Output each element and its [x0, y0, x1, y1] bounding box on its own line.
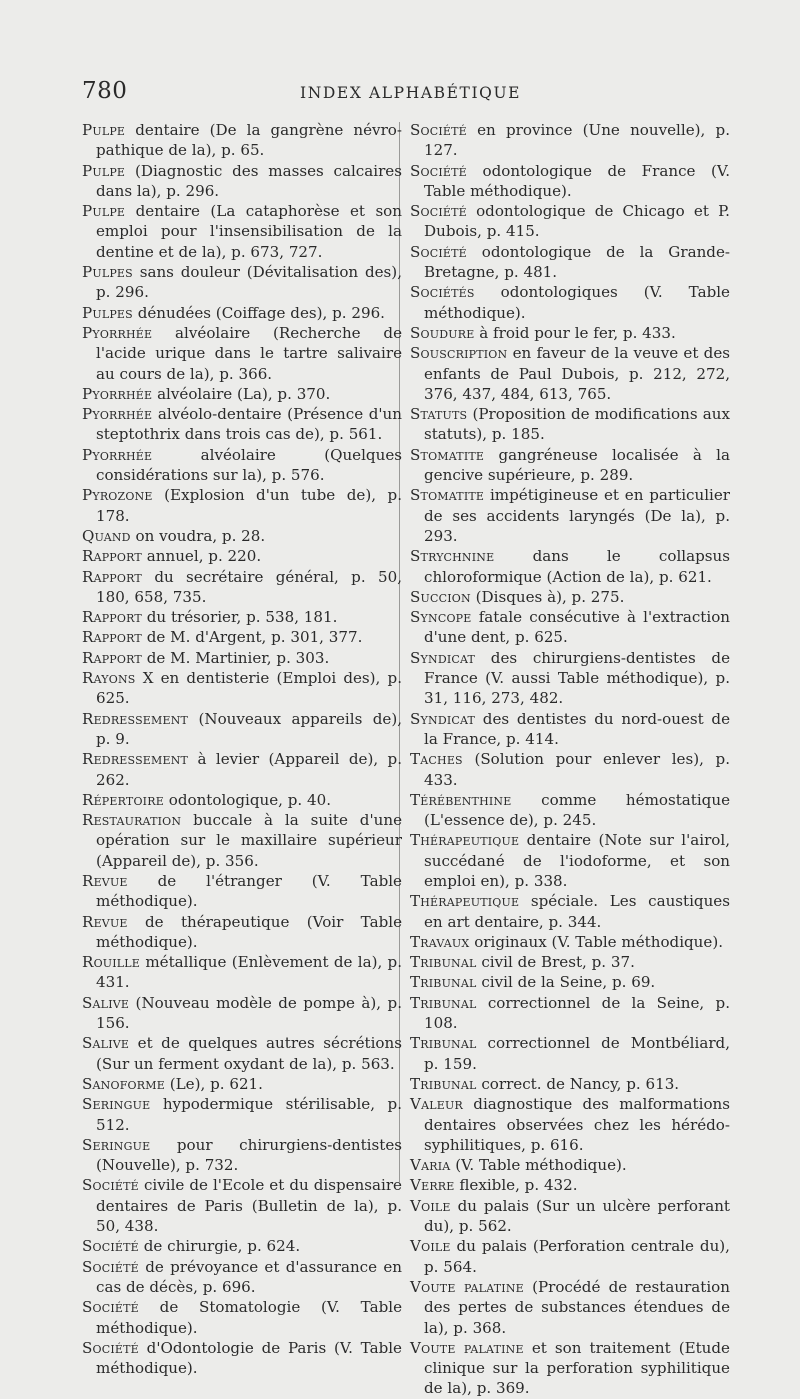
entry-text: d'Odontologie de Paris (V. Table méthodique).: [96, 1338, 402, 1378]
entry-headword: Restauration: [82, 811, 182, 830]
entry-text: à froid pour le fer, p. 433.: [474, 323, 676, 342]
index-entry: [82, 526, 402, 546]
entry-headword: Térébenthine: [410, 790, 512, 809]
right-column: [410, 120, 730, 1399]
index-entry: [82, 810, 402, 871]
index-entry: [410, 323, 730, 343]
entry-text: du palais (Sur un ulcère perforant du), p. 562.: [424, 1196, 730, 1236]
entry-text: (V. Table méthodique).: [450, 1156, 627, 1175]
index-entry: [82, 1175, 402, 1236]
index-entry: [410, 1338, 730, 1399]
entry-headword: Rapport: [82, 648, 142, 667]
entry-text: flexible, p. 432.: [454, 1176, 578, 1195]
index-entry: [82, 1094, 402, 1135]
entry-headword: Strychnine: [410, 547, 495, 566]
entry-headword: Tribunal: [410, 953, 477, 972]
entry-text: odontologique de Chicago et P. Dubois, p. 415.: [424, 202, 730, 241]
entry-text: en province (Une nouvelle), p. 127.: [424, 121, 730, 160]
entry-headword: Travaux: [410, 932, 470, 951]
entry-headword: Redressement: [82, 709, 189, 728]
entry-headword: Succion: [410, 587, 471, 606]
entry-headword: Société: [410, 242, 467, 261]
index-entry: [82, 1033, 402, 1074]
entry-text: impétigineuse et en particulier de ses accidents laryngés (De la), p. 293.: [424, 486, 730, 545]
entry-text: de M. Martinier, p. 303.: [141, 648, 330, 667]
entry-text: odontologiques (V. Table méthodique).: [424, 283, 730, 322]
entry-headword: Société: [82, 1176, 139, 1195]
entry-text: correctionnel de Montbéliard, p. 159.: [424, 1034, 730, 1073]
entry-headword: Pulpe: [82, 202, 126, 221]
entry-headword: Verre: [410, 1176, 455, 1195]
index-entry: [410, 790, 730, 831]
index-entry: [410, 587, 730, 607]
entry-headword: Pulpe: [82, 161, 126, 180]
index-entry: [410, 709, 730, 750]
entry-headword: Valeur: [410, 1095, 463, 1114]
entry-text: dénudées (Coiffage des), p. 296.: [132, 303, 385, 322]
index-entry: [82, 607, 402, 627]
index-entry: [410, 445, 730, 486]
index-entry: [82, 404, 402, 445]
index-entry: [410, 891, 730, 932]
index-entry: [410, 1175, 730, 1195]
entry-text: correct. de Nancy, p. 613.: [476, 1074, 680, 1093]
entry-text: civil de la Seine, p. 69.: [476, 973, 656, 992]
entry-text: de M. d'Argent, p. 301, 377.: [141, 628, 363, 647]
entry-text: civil de Brest, p. 37.: [476, 953, 635, 972]
entry-headword: Rapport: [82, 547, 142, 566]
index-entry: [82, 445, 402, 486]
running-head: INDEX ALPHABÉTIQUE: [300, 84, 522, 102]
index-entry: [410, 282, 730, 323]
entry-headword: Pyorrhée: [82, 384, 153, 403]
entry-text: annuel, p. 220.: [141, 547, 262, 566]
entry-text: spéciale. Les caustiques en art dentaire, p. 344.: [424, 892, 730, 931]
entry-text: (Le), p. 621.: [164, 1074, 263, 1093]
entry-headword: Rayons: [82, 669, 136, 688]
index-entry: [410, 1277, 730, 1338]
index-entry: [82, 648, 402, 668]
entry-headword: Sanoforme: [82, 1074, 165, 1093]
entry-headword: Répertoire: [82, 790, 164, 809]
index-entry: [410, 1236, 730, 1277]
entry-headword: Taches: [410, 750, 463, 769]
index-entry: [82, 384, 402, 404]
entry-text: alvéolaire (Quelques considérations sur la), p. 576.: [96, 445, 402, 485]
index-entry: [410, 161, 730, 202]
entry-text: et de quelques autres sécrétions (Sur un ferment oxydant de la), p. 563.: [96, 1034, 402, 1073]
entry-text: de prévoyance et d'assurance en cas de décès, p. 696.: [96, 1257, 402, 1296]
index-entry: [410, 1094, 730, 1155]
entry-text: alvéolaire (Recherche de l'acide urique dans le tartre salivaire au cours de la), p. 366.: [96, 323, 402, 383]
index-entry: [82, 952, 402, 993]
index-entry: [410, 749, 730, 790]
entry-text: (Procédé de restauration des pertes de substances étendues de la), p. 368.: [424, 1277, 730, 1337]
entry-text: originaux (V. Table méthodique).: [469, 932, 724, 951]
entry-headword: Seringue: [82, 1135, 151, 1154]
entry-headword: Pyorrhée: [82, 445, 153, 464]
entry-headword: Pulpes: [82, 303, 133, 322]
index-entry: [82, 161, 402, 202]
entry-text: comme hémostatique (L'essence de), p. 245.: [424, 790, 730, 830]
entry-headword: Soudure: [410, 323, 475, 342]
entry-text: (Solution pour enlever les), p. 433.: [424, 750, 730, 789]
index-entry: [82, 709, 402, 750]
index-entry: [410, 1074, 730, 1094]
entry-text: à levier (Appareil de), p. 262.: [96, 750, 402, 789]
entry-text: et son traitement (Etude clinique sur la perforation syphilitique de la), p. 369.: [424, 1338, 730, 1398]
index-entry: [410, 546, 730, 587]
entry-text: métallique (Enlèvement de la), p. 431.: [96, 953, 402, 992]
index-entry: [82, 912, 402, 953]
entry-headword: Société: [82, 1298, 139, 1317]
index-entry: [82, 1236, 402, 1256]
entry-text: odontologique de la Grande-Bretagne, p. 481.: [424, 242, 730, 282]
entry-text: gangréneuse localisée à la gencive supérieure, p. 289.: [424, 445, 730, 485]
entry-headword: Pyorrhée: [82, 323, 153, 342]
index-entry: [82, 485, 402, 526]
index-entry: [410, 1155, 730, 1175]
entry-text: civile de l'Ecole et du dispensaire dentaires de Paris (Bulletin de la), p. 50, 438.: [96, 1176, 402, 1236]
index-entry: [410, 607, 730, 648]
entry-headword: Pulpes: [82, 263, 133, 282]
entry-text: hypodermique stérilisable, p. 512.: [96, 1095, 402, 1134]
entry-headword: Quand: [82, 526, 131, 545]
entry-headword: Stomatite: [410, 486, 485, 505]
entry-headword: Société: [82, 1338, 139, 1357]
entry-headword: Seringue: [82, 1095, 151, 1114]
index-entry: [82, 303, 402, 323]
entry-text: alvéolaire (La), p. 370.: [152, 384, 331, 403]
entry-headword: Rapport: [82, 608, 142, 627]
index-entry: [82, 1297, 402, 1338]
entry-headword: Tribunal: [410, 973, 477, 992]
entry-headword: Revue: [82, 871, 128, 890]
index-entry: [82, 201, 402, 262]
entry-text: alvéolo-dentaire (Présence d'un steptothrix dans trois cas de), p. 561.: [96, 405, 402, 444]
entry-text: des dentistes du nord-ouest de la France, p. 414.: [424, 709, 730, 748]
entry-headword: Tribunal: [410, 1034, 477, 1053]
entry-headword: Rapport: [82, 628, 142, 647]
entry-headword: Voute palatine: [410, 1277, 524, 1296]
entry-headword: Thérapeutique: [410, 892, 520, 911]
entry-headword: Société: [410, 121, 467, 139]
entry-headword: Thérapeutique: [410, 831, 520, 850]
entry-text: du secrétaire général, p. 50, 180, 658, 735.: [96, 567, 402, 606]
index-entry: [410, 993, 730, 1034]
entry-text: on voudra, p. 28.: [130, 526, 266, 545]
index-entry: [410, 1033, 730, 1074]
index-entry: [82, 567, 402, 608]
entry-text: (Explosion d'un tube de), p. 178.: [96, 486, 402, 525]
entry-text: buccale à la suite d'une opération sur le maxillaire supérieur (Appareil de), p. 356.: [96, 811, 402, 870]
entry-headword: Salive: [82, 993, 130, 1012]
entry-text: (Diagnostic des masses calcaires dans la), p. 296.: [96, 161, 402, 200]
entry-headword: Souscription: [410, 344, 508, 363]
index-entry: [82, 1135, 402, 1176]
entry-text: odontologique, p. 40.: [163, 790, 332, 809]
index-entry: [82, 262, 402, 303]
entry-text: (Disques à), p. 275.: [470, 587, 625, 606]
index-entry: [410, 648, 730, 709]
entry-headword: Syndicat: [410, 648, 476, 667]
entry-headword: Pyorrhée: [82, 405, 153, 424]
entry-text: des chirurgiens-dentistes de France (V. aussi Table méthodique), p. 31, 116, 273, 482.: [424, 648, 730, 708]
entry-text: dentaire (La cataphorèse et son emploi pour l'insensibilisation de la dentine et de la), p. 673, 727.: [96, 202, 402, 261]
index-entry: [82, 993, 402, 1034]
entry-text: dentaire (De la gangrène névro-pathique de la), p. 65.: [96, 121, 402, 160]
index-entry: [82, 323, 402, 384]
index-entry: [82, 120, 402, 161]
index-entry: [410, 1196, 730, 1237]
entry-text: odontologique de France (V. Table méthodique).: [424, 161, 730, 200]
entry-headword: Sociétés: [410, 283, 475, 302]
entry-text: de Stomatologie (V. Table méthodique).: [96, 1298, 402, 1337]
index-entry: [410, 120, 730, 161]
index-entry: [410, 952, 730, 972]
entry-headword: Rouille: [82, 953, 141, 972]
left-column: [82, 120, 402, 1378]
entry-text: de thérapeutique (Voir Table méthodique).: [96, 912, 402, 951]
index-entry: [410, 242, 730, 283]
entry-headword: Salive: [82, 1034, 130, 1053]
index-entry: [410, 343, 730, 404]
entry-text: (Nouveau modèle de pompe à), p. 156.: [96, 993, 402, 1033]
entry-headword: Stomatite: [410, 445, 485, 464]
entry-headword: Syndicat: [410, 709, 476, 728]
entry-headword: Pulpe: [82, 121, 126, 139]
entry-text: (Nouveaux appareils de), p. 9.: [96, 709, 402, 748]
entry-headword: Statuts: [410, 405, 468, 424]
index-entry: [410, 972, 730, 992]
entry-headword: Syncope: [410, 608, 472, 627]
entry-headword: Pyrozone: [82, 486, 153, 505]
entry-headword: Voute palatine: [410, 1338, 524, 1357]
index-entry: [410, 201, 730, 242]
entry-text: pour chirurgiens-dentistes (Nouvelle), p. 732.: [96, 1135, 402, 1175]
entry-text: dans le collapsus chloroformique (Action de la), p. 621.: [424, 547, 730, 586]
entry-headword: Société: [410, 202, 467, 221]
entry-headword: Société: [82, 1257, 139, 1276]
entry-text: sans douleur (Dévitalisation des), p. 296.: [96, 263, 402, 302]
entry-text: de l'étranger (V. Table méthodique).: [96, 871, 402, 911]
entry-headword: Varia: [410, 1156, 451, 1175]
entry-headword: Voile: [410, 1237, 451, 1256]
entry-headword: Tribunal: [410, 1074, 477, 1093]
entry-text: dentaire (Note sur l'airol, succédané de l'iodoforme, et son emploi en), p. 338.: [424, 831, 730, 890]
entry-text: (Proposition de modifications aux statuts), p. 185.: [424, 405, 730, 444]
entry-text: fatale consécutive à l'extraction d'une dent, p. 625.: [424, 608, 730, 647]
index-entry: [82, 790, 402, 810]
entry-headword: Voile: [410, 1196, 451, 1215]
index-entry: [410, 485, 730, 546]
entry-headword: Rapport: [82, 567, 142, 586]
index-entry: [82, 668, 402, 709]
index-entry: [82, 546, 402, 566]
page-number: 780: [82, 78, 128, 104]
entry-text: de chirurgie, p. 624.: [138, 1237, 301, 1256]
entry-text: du trésorier, p. 538, 181.: [141, 608, 338, 627]
entry-text: X en dentisterie (Emploi des), p. 625.: [96, 669, 402, 708]
entry-headword: Revue: [82, 912, 128, 931]
entry-text: correctionnel de la Seine, p. 108.: [424, 993, 730, 1033]
entry-headword: Tribunal: [410, 993, 477, 1012]
entry-headword: Société: [410, 161, 467, 180]
entry-text: diagnostique des malformations dentaires observées chez les hérédo-syphilitiques, p. 616.: [424, 1095, 730, 1154]
entry-text: en faveur de la veuve et des enfants de Paul Dubois, p. 212, 272, 376, 437, 484, 613, 765.: [424, 344, 730, 403]
index-entry: [410, 404, 730, 445]
entry-headword: Société: [82, 1237, 139, 1256]
index-entry: [410, 932, 730, 952]
index-entry: [82, 1257, 402, 1298]
index-entry: [82, 1074, 402, 1094]
index-entry: [410, 830, 730, 891]
index-entry: [82, 749, 402, 790]
entry-headword: Redressement: [82, 750, 189, 769]
entry-text: du palais (Perforation centrale du), p. 564.: [424, 1237, 730, 1276]
index-entry: [82, 871, 402, 912]
index-entry: [82, 627, 402, 647]
